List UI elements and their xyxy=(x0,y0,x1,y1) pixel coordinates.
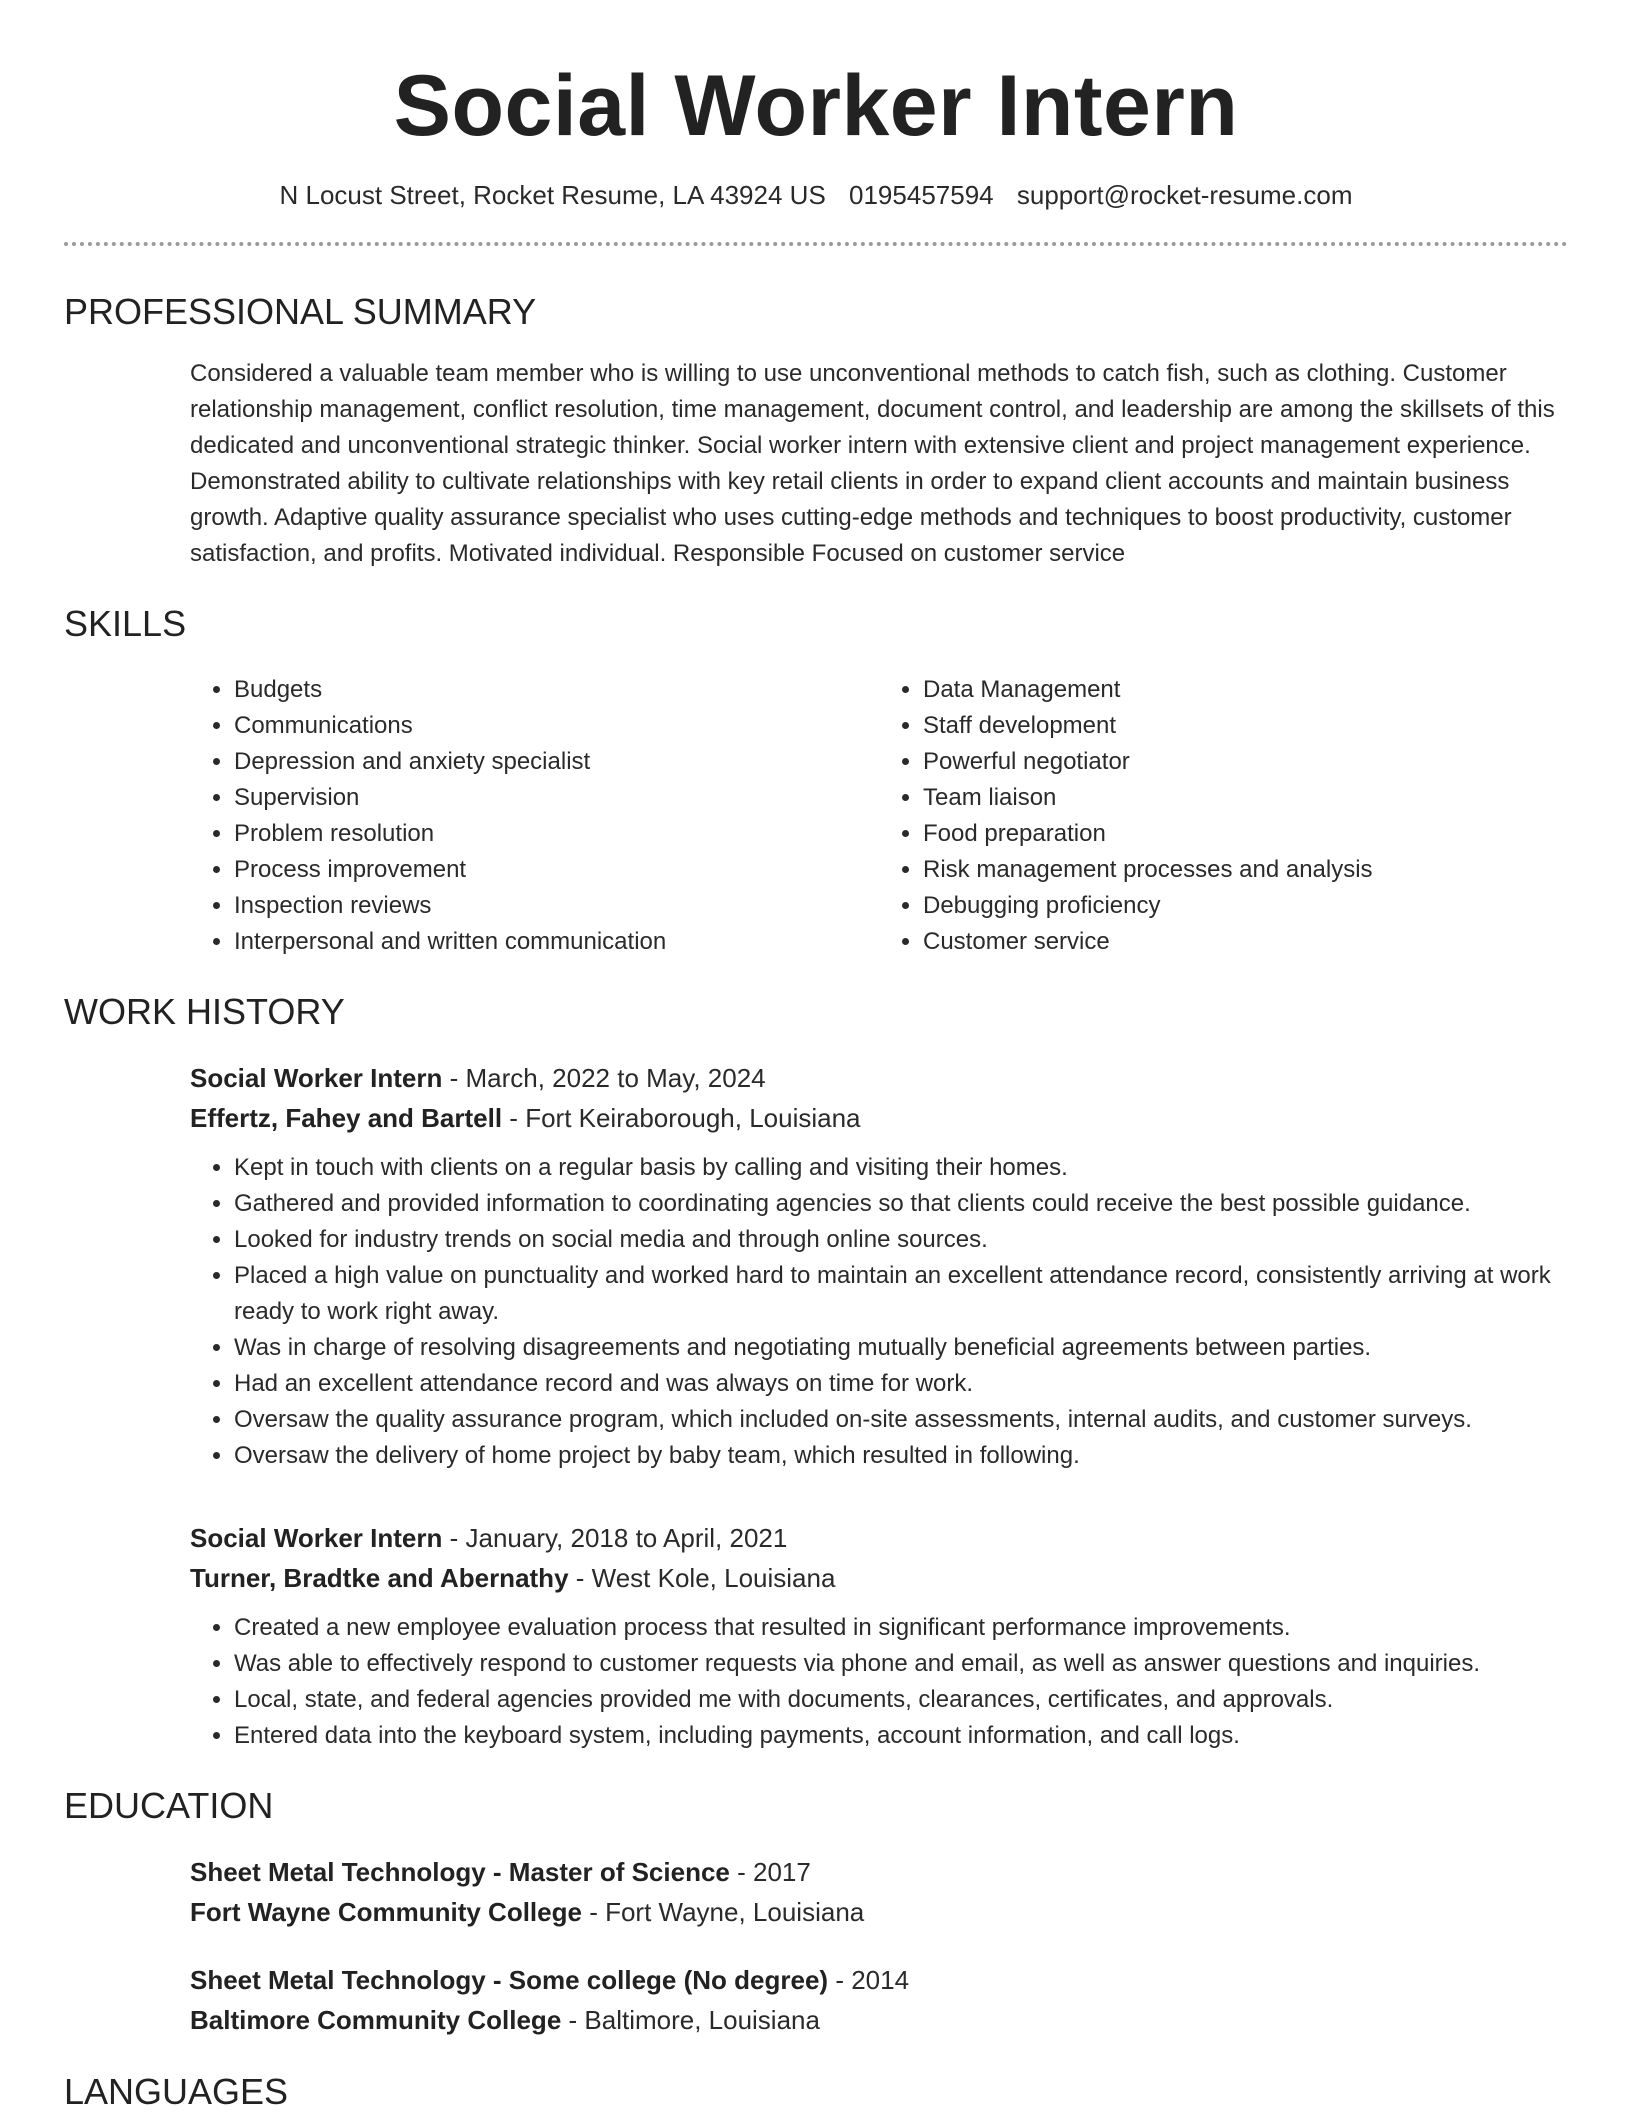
skill-item: • Staff development xyxy=(923,708,1568,744)
job-bullet: • Gathered and provided information to coordinating agencies so that clients could receive the best possible guidance. xyxy=(234,1186,1568,1222)
job-bullet: • Oversaw the delivery of home project by baby team, which resulted in following. xyxy=(234,1438,1568,1474)
job-entry xyxy=(190,1518,1568,1754)
job-bullet: • Was in charge of resolving disagreements and negotiating mutually beneficial agreements between parties. xyxy=(234,1330,1568,1366)
job-dates: March, 2022 to May, 2024 xyxy=(465,1063,766,1093)
skill-item: • Data Management xyxy=(923,672,1568,708)
education-year: 2017 xyxy=(752,1857,811,1887)
education-entry xyxy=(190,1852,1568,1932)
job-dates: January, 2018 to April, 2021 xyxy=(465,1523,788,1553)
education-school-line: Baltimore Community College - Baltimore, Louisiana xyxy=(190,2005,820,2035)
education-year: 2014 xyxy=(851,1965,910,1995)
skill-item: • Inspection reviews xyxy=(234,888,879,924)
resume-page xyxy=(64,0,1568,2114)
job-company: Turner, Bradtke and Abernathy xyxy=(190,1563,569,1593)
candidate-name: Social Worker Intern xyxy=(393,58,1239,154)
summary-heading: PROFESSIONAL SUMMARY xyxy=(64,291,537,332)
skill-item: • Powerful negotiator xyxy=(923,744,1568,780)
job-role: Social Worker Intern xyxy=(190,1523,443,1553)
education-location: Baltimore, Louisiana xyxy=(584,2005,820,2035)
education-entry xyxy=(190,1960,1568,2040)
job-bullet: • Created a new employee evaluation process that resulted in significant performance improvements. xyxy=(234,1610,1568,1646)
education-school: Fort Wayne Community College xyxy=(190,1897,582,1927)
skill-item: • Budgets xyxy=(234,672,879,708)
education-degree: Sheet Metal Technology - Some college (No degree) xyxy=(190,1965,829,1995)
job-bullet: • Looked for industry trends on social media and through online sources. xyxy=(234,1222,1568,1258)
job-bullet: • Kept in touch with clients on a regular basis by calling and visiting their homes. xyxy=(234,1150,1568,1186)
skill-item: • Customer service xyxy=(923,924,1568,960)
education-school: Baltimore Community College xyxy=(190,2005,562,2035)
job-title-line: Social Worker Intern - January, 2018 to April, 2021 xyxy=(190,1523,788,1553)
education-section xyxy=(64,1784,1568,2040)
job-bullets xyxy=(190,1150,1568,1474)
job-bullet: • Was able to effectively respond to customer requests via phone and email, as well as answer questions and inquiries. xyxy=(234,1646,1568,1682)
skill-item: • Food preparation xyxy=(923,816,1568,852)
skills-section xyxy=(64,602,1568,960)
education-school-line: Fort Wayne Community College - Fort Wayne, Louisiana xyxy=(190,1897,865,1927)
education-degree-line: Sheet Metal Technology - Some college (No degree) - 2014 xyxy=(190,1965,910,1995)
skill-item: • Debugging proficiency xyxy=(923,888,1568,924)
job-bullets xyxy=(190,1610,1568,1754)
job-bullet: • Placed a high value on punctuality and worked hard to maintain an excellent attendance record, consistently arriving at work ready to work right away. xyxy=(234,1258,1568,1330)
job-company-line: Turner, Bradtke and Abernathy - West Kole, Louisiana xyxy=(190,1563,836,1593)
job-title-line: Social Worker Intern - March, 2022 to May, 2024 xyxy=(190,1063,766,1093)
job-location: West Kole, Louisiana xyxy=(591,1563,836,1593)
job-entry xyxy=(190,1058,1568,1474)
skill-item: • Interpersonal and written communication xyxy=(234,924,879,960)
skill-item: • Depression and anxiety specialist xyxy=(234,744,879,780)
phone-text: 0195457594 xyxy=(849,180,994,210)
skill-item: • Process improvement xyxy=(234,852,879,888)
job-location: Fort Keiraborough, Louisiana xyxy=(525,1103,861,1133)
address-text: N Locust Street, Rocket Resume, LA 43924 US xyxy=(279,180,826,210)
skills-heading: SKILLS xyxy=(64,603,187,644)
skills-right-list xyxy=(879,672,1568,960)
job-company: Effertz, Fahey and Bartell xyxy=(190,1103,503,1133)
job-role: Social Worker Intern xyxy=(190,1063,443,1093)
education-heading: EDUCATION xyxy=(64,1785,274,1826)
languages-heading: LANGUAGES xyxy=(64,2071,289,2112)
work-history-heading: WORK HISTORY xyxy=(64,991,345,1032)
skill-item: • Risk management processes and analysis xyxy=(923,852,1568,888)
work-history-section xyxy=(64,990,1568,1754)
skills-columns xyxy=(190,672,1568,960)
skills-left-list xyxy=(190,672,879,960)
job-bullet: • Local, state, and federal agencies provided me with documents, clearances, certificates, and approvals. xyxy=(234,1682,1568,1718)
header-divider xyxy=(64,242,1568,246)
job-company-line: Effertz, Fahey and Bartell - Fort Keiraborough, Louisiana xyxy=(190,1103,861,1133)
education-degree-line: Sheet Metal Technology - Master of Science - 2017 xyxy=(190,1857,811,1887)
email-link[interactable]: support@rocket-resume.com xyxy=(1016,180,1353,210)
job-bullet: • Entered data into the keyboard system, including payments, account information, and call logs. xyxy=(234,1718,1568,1754)
skill-item: • Communications xyxy=(234,708,879,744)
summary-section xyxy=(64,290,1568,572)
education-location: Fort Wayne, Louisiana xyxy=(605,1897,865,1927)
skill-item: • Team liaison xyxy=(923,780,1568,816)
languages-section xyxy=(64,2070,1568,2114)
skill-item: • Supervision xyxy=(234,780,879,816)
job-bullet: • Oversaw the quality assurance program, which included on-site assessments, internal audits, and customer surveys. xyxy=(234,1402,1568,1438)
job-bullet: • Had an excellent attendance record and was always on time for work. xyxy=(234,1366,1568,1402)
education-degree: Sheet Metal Technology - Master of Science xyxy=(190,1857,730,1887)
summary-text: Considered a valuable team member who is willing to use unconventional methods to catch fish, such as clothing. Customer relationship management, conflict resolution, time management, document control, and leadership are among the skillsets of this dedicated and unconventional strategic thinker. Social worker intern with extensive client and project management experience. Demonstrated ability to cultivate relationships with key retail clients in order to expand client accounts and maintain business growth. Adaptive quality assurance specialist who uses cutting-edge methods and techniques to boost productivity, customer satisfaction, and profits. Motivated individual. Responsible Focused on customer service xyxy=(190,360,1555,567)
contact-line xyxy=(64,178,1568,212)
skill-item: • Problem resolution xyxy=(234,816,879,852)
